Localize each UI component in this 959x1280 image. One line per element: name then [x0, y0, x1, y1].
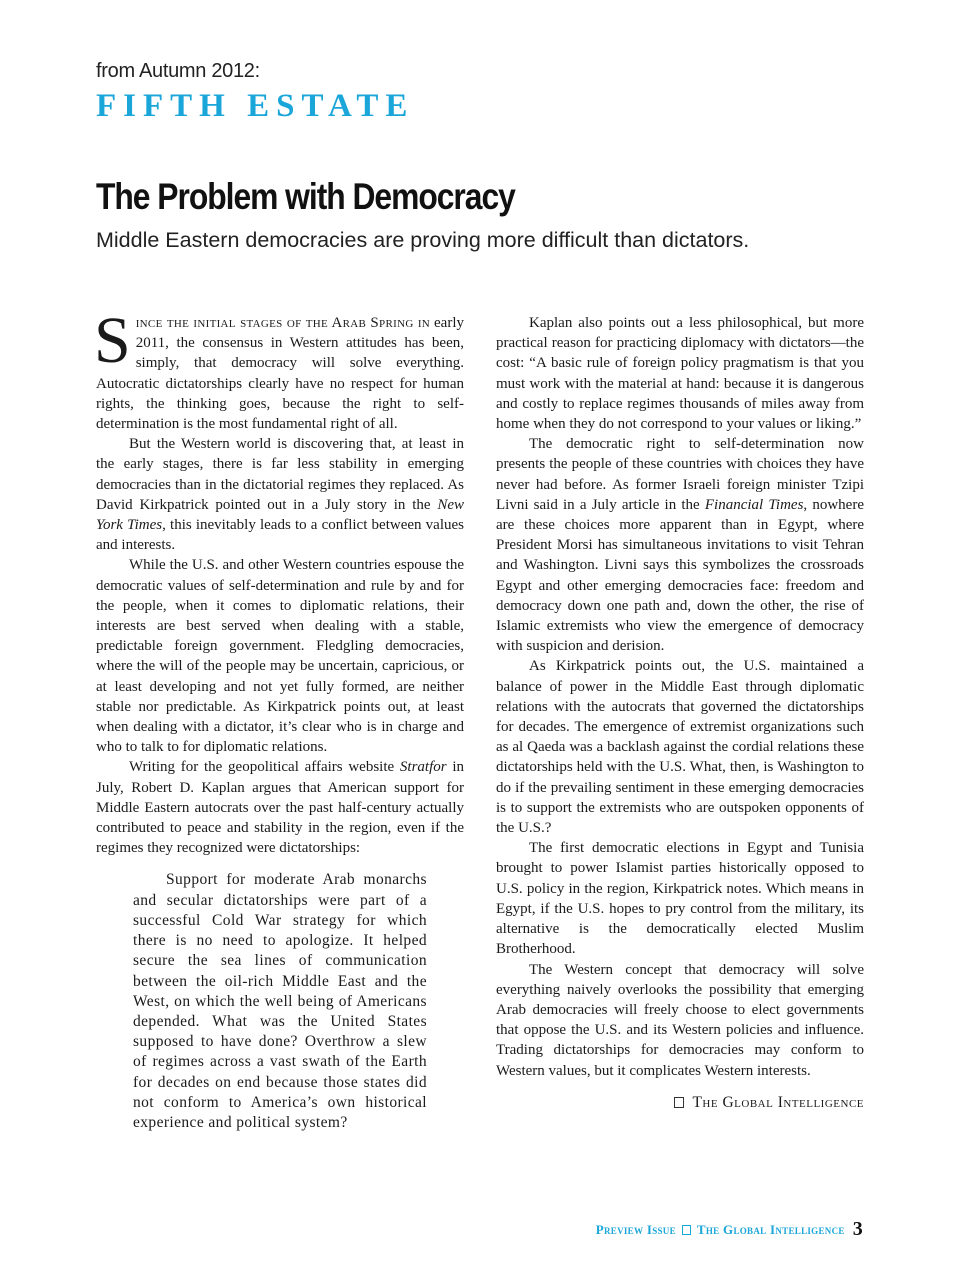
- publication-citation: New York Times: [96, 496, 464, 534]
- page-footer: [596, 1218, 863, 1241]
- source-publication-name: FIFTH ESTATE: [96, 88, 415, 124]
- lead-in-smallcaps: ince the initial stages of the Arab Spring in: [135, 315, 431, 331]
- article-attribution: The Global Intelligence: [496, 1093, 864, 1113]
- paragraph-4: Writing for the geopolitical affairs website Stratfor in July, Robert D. Kaplan argues that American support for Middle Eastern autocrats over the past half-century actually contributed to peace and stability in the region, even if the regimes they recognized were dictatorships:: [96, 759, 464, 857]
- article-column-left: [94, 304, 464, 1133]
- footer-publication-label: The Global Intelligence: [696, 1222, 845, 1237]
- paragraph-1: Since the initial stages of the Arab Spring in early 2011, the consensus in Western attitudes has been, simply, that democracy will solve everything. Autocratic dictatorships clearly have no respect for human rights, the thinking goes, because the right to self-determination is the most fundamental right of all.: [94, 304, 464, 433]
- footer-issue-label: Preview Issue: [595, 1222, 676, 1237]
- source-from-label: from Autumn 2012:: [96, 60, 260, 82]
- paragraph-9: The Western concept that democracy will solve everything naively overlooks the possibility that emerging Arab democracies will freely choose to elect governments that oppose the U.S. and its Western policies and influence. Trading dictatorships for democracies may conform to Western values, but it complicates Western interests.: [496, 961, 864, 1079]
- paragraph-8: The first democratic elections in Egypt and Tunisia brought to power Islamist parties historically opposed to U.S. policy in the region, Kirkpatrick notes. Which means in Egypt, if the U.S. hopes to pry control from the military, its alternative is the democratically elected Muslim Brotherhood.: [496, 840, 864, 958]
- paragraph-3: While the U.S. and other Western countries espouse the democratic values of self-determination and rule by and for the people, when it comes to diplomatic relations, their interests are best served when dealing with a stable, predictable foreign government. Fledgling democracies, where the will of the people may be uncertain, capricious, or at least developing and not yet fully formed, are neither stable nor predictable. As Kirkpatrick points out, at least when dealing with a dictator, it’s clear who is in charge and who to talk to for diplomatic relations.: [96, 557, 464, 756]
- drop-cap: S: [94, 304, 131, 377]
- paragraph-7: As Kirkpatrick points out, the U.S. maintained a balance of power in the Middle East through diplomatic relations with the autocrats that governed the dictatorships for decades. The emergence of extremist organizations such as al Qaeda was a backlash against the cordial relations these dictatorships held with the U.S. What, then, is Washington to do if the prevailing sentiment in these emerging democracies is to support the extremists who are outspoken opponents of the U.S.?: [496, 658, 864, 837]
- article-column-right: [496, 313, 864, 1113]
- end-mark-icon: [674, 1097, 684, 1108]
- publication-citation: Stratfor: [399, 759, 447, 776]
- page-number: 3: [852, 1218, 863, 1240]
- paragraph-6: The democratic right to self-determination now presents the people of these countries with choices they have never had before. As former Israeli foreign minister Tzipi Livni said in a July article in the Financial Times, nowhere are these choices more apparent than in Egypt, where President Morsi has simultaneous invitations to visit Tehran and Washington. Livni says this symbolizes the crossroads Egypt and other emerging democracies face: freedom and democracy down one path and, down the other, the rise of Islamic extremists who view the emergence of democracy with suspicion and derision.: [496, 436, 864, 655]
- paragraph-5: Kaplan also points out a less philosophical, but more practical reason for practicing diplomacy with dictators—the cost: “A basic rule of foreign policy pragmatism is that you must work with the material at hand: because it is dangerous and costly to replace regimes thousands of miles away from home when they do not correspond to your values or liking.”: [496, 315, 864, 433]
- block-quote: [133, 870, 427, 1133]
- separator-box-icon: [682, 1225, 691, 1235]
- publication-citation: Financial Times: [704, 496, 804, 513]
- paragraph-2: But the Western world is discovering that, at least in the early stages, there is far less stability in emerging democracies than in the dictatorial regimes they replaced. As David Kirkpatrick pointed out in a July story in the New York Times, this inevitably leads to a conflict between values and interests.: [96, 436, 464, 554]
- article-subtitle: Middle Eastern democracies are proving more difficult than dictators.: [96, 228, 750, 252]
- quote-text: Support for moderate Arab monarchs and secular dictatorships were part of a successful Cold War strategy for which there is no need to apologize. It helped secure the sea lines of communication between the oil-rich Middle East and the West, on which the well being of Americans depended. What was the United States supposed to have done? Overthrow a slew of regimes across a vast swath of the Earth for decades on end because those states did not conform to America’s own historical experience and political system?: [133, 871, 427, 1131]
- article-title: The Problem with Democracy: [96, 176, 515, 217]
